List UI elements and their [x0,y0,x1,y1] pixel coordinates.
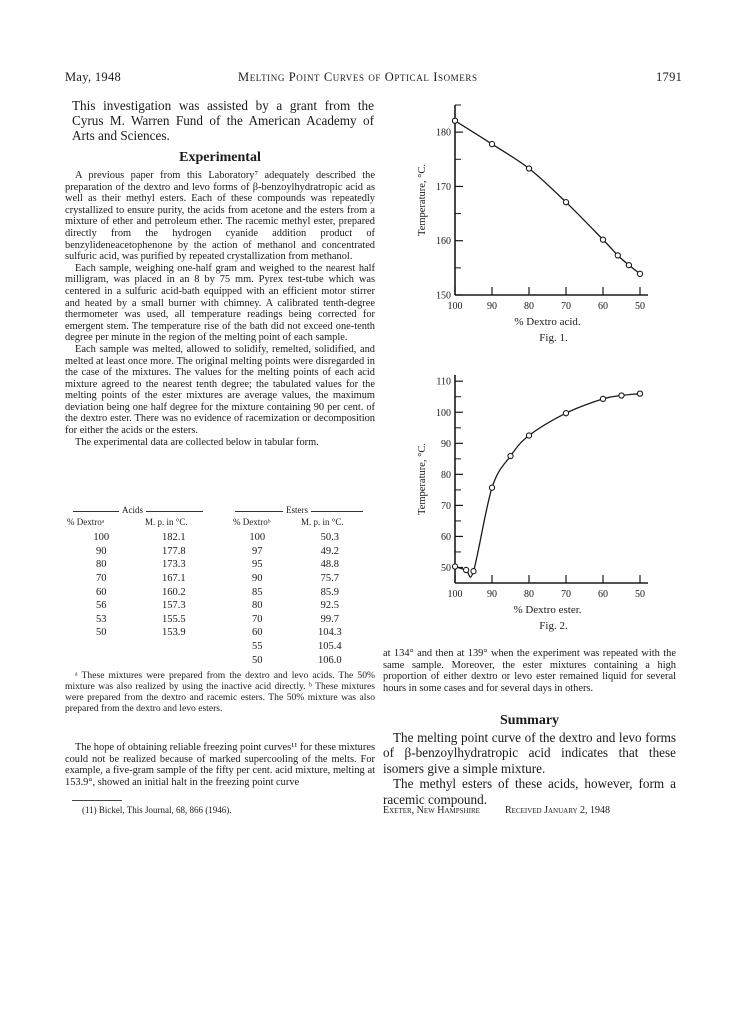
x-tick-label: 70 [561,301,571,312]
x-tick-label: 90 [487,589,497,600]
percent-dextro-cell: 50 [96,627,107,639]
x-tick-label: 100 [447,301,463,312]
melting-point-cell: 104.3 [317,627,342,639]
data-point [600,237,605,242]
table-row [65,599,210,613]
y-tick-label: 150 [436,290,451,302]
paragraph: A previous paper from this Laboratory⁷ adequately described the preparation of the dextro and levo forms of β-benzoylhydratropic acid as well as their methyl esters. Each of these compounds was repeatedly crystallized to ensure purity, the acids from acetone and the esters from a mixture of ether and petroleum ether. The racemic methyl ester, prepared directly from the hydrogen cyanide addition product of benzylideneacetophenone by the action of methanol and concentrated sulfuric acid, was purified by repeated crystallization from methanol. [65,170,375,263]
melting-point-cell: 99.7 [320,613,339,625]
table-row [221,572,366,586]
melting-point-cell: 173.3 [161,559,186,571]
paragraph: Each sample was melted, allowed to solidify, remelted, solidified, and melted at least once more. The original melting points were disregarded in the case of the mixtures. The values for the melting points of each acid mixture agreed to the nearest tenth degree; the tabulated values for the melting points of the ester mixtures are average values, the maximum deviation being one half degree for the mixture containing 90 per cent. of the dextro ester. There was no evidence of racemization or decomposition for either the acids or the esters. [65,343,375,437]
author-location: Exeter, New Hampshire [383,805,480,816]
table-row [65,545,210,559]
paragraph: The melting point curve of the dextro and levo forms of β-benzoylhydratropic acid indicates that these isomers give a simple mixture. [383,730,676,776]
paragraph: The methyl esters of these acids, however, form a racemic compound. [383,776,676,807]
table-row [221,599,366,613]
data-point [563,411,568,416]
data-point [626,263,631,268]
melting-point-cell: 177.8 [161,545,186,557]
percent-dextro-cell: 60 [252,627,263,639]
melting-point-cell: 155.5 [161,613,186,625]
percent-dextro-cell: 50 [252,654,263,666]
x-tick-label: 80 [524,301,534,312]
y-tick-label: 100 [436,407,451,419]
footnote-rule [72,800,122,801]
melting-point-cell: 157.3 [161,600,186,612]
data-point [508,453,513,458]
percent-dextro-cell: 80 [252,600,263,612]
melting-point-cell: 75.7 [320,573,339,585]
running-header-title: Melting Point Curves of Optical Isomers [238,70,478,84]
column-header: % Dextroᵇ [233,517,271,527]
x-tick-label: 60 [598,301,608,312]
x-tick-label: 100 [447,589,463,600]
table-row [221,531,366,545]
page-number: 1791 [656,70,683,84]
data-point [464,567,469,572]
y-tick-label: 180 [436,127,451,139]
data-point [489,141,494,146]
percent-dextro-cell: 90 [252,573,263,585]
section-heading-experimental: Experimental [179,150,261,165]
percent-dextro-cell: 60 [96,586,107,598]
paragraph: The hope of obtaining reliable freezing point curves¹¹ for these mixtures could not be realized because of marked supercooling of the melts. For example, a five-gram sample of the fifty per cent. acid mixture, melting at 153.9°, showed an initial halt in the freezing point curve [65,742,375,788]
figure-1-chart [405,95,665,350]
percent-dextro-cell: 95 [252,559,263,571]
melting-point-cell: 160.2 [161,586,186,598]
percent-dextro-cell: 100 [249,532,266,544]
table-row [65,613,210,627]
summary-text [383,730,676,807]
melting-point-cell: 106.0 [317,654,342,666]
y-tick-label: 170 [436,181,451,193]
y-tick-label: 60 [441,531,451,543]
y-tick-label: 80 [441,469,451,481]
percent-dextro-cell: 85 [252,586,263,598]
figure-2-chart [405,365,665,645]
data-point [600,396,605,401]
melting-point-cell: 92.5 [320,600,339,612]
x-tick-label: 70 [561,589,571,600]
melting-point-cell: 153.9 [161,627,186,639]
data-point [637,391,642,396]
data-point [489,485,494,490]
data-table [65,505,365,666]
y-tick-label: 160 [436,236,451,248]
table-row [221,558,366,572]
table-row [221,585,366,599]
y-axis-label: Temperature, °C. [417,443,428,515]
column-header: % Dextroᵃ [67,517,105,527]
footnote-text: ᵃ These mixtures were prepared from the dextro and levo acids. The 50% mixture was also realized by using the inactive acid directly. ᵇ These mixtures were prepared from the dextro and racemic esters. The 50% mixture was also prepared from the dextro and levo esters. [65,670,375,714]
continuation-paragraph [383,648,676,694]
data-point [615,253,620,258]
x-tick-label: 50 [635,301,645,312]
paragraph: The experimental data are collected below in tabular form. [75,436,319,448]
percent-dextro-cell: 70 [96,573,107,585]
received-date: Received January 2, 1948 [505,805,611,816]
figure-caption: Fig. 2. [539,620,568,632]
column-header: M. p. in °C. [145,517,188,527]
percent-dextro-cell: 97 [252,545,263,557]
paragraph: at 134° and then at 139° when the experiment was repeated with the same sample. Moreover, the ester mixtures containing a high proportion of either dextro or levo ester remained liquid for several hours in some cases and for several days in others. [383,648,676,694]
freezing-point-paragraph [65,742,375,788]
data-point [526,433,531,438]
acids-group-label: Acids [119,505,146,515]
esters-table [221,531,366,667]
column-header: M. p. in °C. [301,517,344,527]
percent-dextro-cell: 56 [96,600,107,612]
percent-dextro-cell: 80 [96,559,107,571]
table-row [221,653,366,667]
melting-point-cell: 48.8 [320,559,339,571]
table-row [65,626,210,640]
data-point [637,271,642,276]
percent-dextro-cell: 90 [96,545,107,557]
table-row [221,626,366,640]
data-point [563,200,568,205]
melting-point-cell: 182.1 [161,532,186,544]
acids-table [65,531,210,640]
melting-point-cell: 50.3 [320,532,339,544]
table-footnotes [65,670,375,714]
y-tick-label: 50 [441,562,451,574]
x-tick-label: 80 [524,589,534,600]
x-tick-label: 60 [598,589,608,600]
percent-dextro-cell: 70 [252,613,263,625]
x-axis-label: % Dextro ester. [513,604,582,616]
melting-point-cell: 167.1 [161,573,186,585]
melting-point-cell: 105.4 [317,641,342,653]
x-tick-label: 90 [487,301,497,312]
data-point [619,393,624,398]
paragraph: Each sample, weighing one-half gram and weighed to the nearest half milligram, was placed in an 8 by 75 mm. Pyrex test-tube which was centered in a sulfuric acid-bath equipped with an efficient motor stirrer and heated by a small burner with chimney. A calibrated tenth-degree thermometer was used, all temperature readings being corrected for emergent stem. The temperature rise of the bath did not exceed one-tenth degree per minute in the region of the melting point of each sample. [65,262,375,344]
acknowledgement: This investigation was assisted by a grant from the Cyrus M. Warren Fund of the American Academy of Arts and Sciences. [72,98,374,143]
melting-point-cell: 49.2 [320,545,339,557]
table-row [65,572,210,586]
table-row [65,585,210,599]
data-point [452,118,457,123]
x-tick-label: 50 [635,589,645,600]
y-tick-label: 90 [441,438,451,450]
table-row [221,545,366,559]
percent-dextro-cell: 53 [96,613,107,625]
x-axis-label: % Dextro acid. [514,316,581,328]
series-line [455,394,640,578]
table-row [65,531,210,545]
running-header-date: May, 1948 [65,70,122,84]
data-point [471,569,476,574]
y-tick-label: 70 [441,500,451,512]
y-tick-label: 110 [436,376,451,388]
figure-caption: Fig. 1. [539,332,568,344]
y-axis-label: Temperature, °C. [417,164,428,236]
table-row [221,613,366,627]
percent-dextro-cell: 55 [252,641,263,653]
percent-dextro-cell: 100 [93,532,110,544]
melting-point-cell: 85.9 [320,586,339,598]
reference-footnote: (11) Bickel, This Journal, 68, 866 (1946). [82,805,232,815]
table-row [65,558,210,572]
section-heading-summary: Summary [499,713,560,728]
series-line [455,121,640,274]
data-point [526,166,531,171]
data-point [452,564,457,569]
table-row [221,640,366,654]
experimental-text [65,170,375,448]
esters-group-label: Esters [283,505,311,515]
